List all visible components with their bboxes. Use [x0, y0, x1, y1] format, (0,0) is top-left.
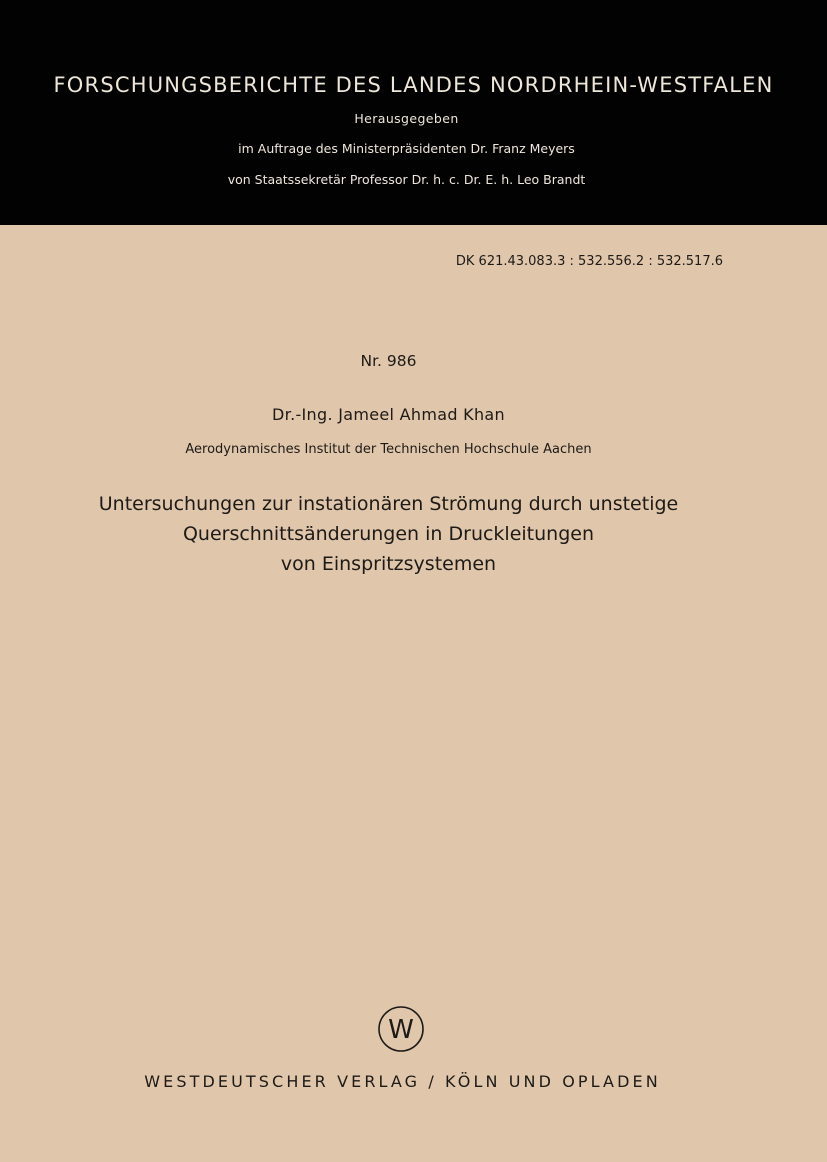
author-institute: Aerodynamisches Institut der Technischen Hochschule Aachen [185, 442, 592, 457]
classification-code: DK 621.43.083.3 : 532.556.2 : 532.517.6 [455, 254, 723, 269]
editor-line-1: Herausgegeben [354, 111, 459, 126]
title-line-2: Querschnittsänderungen in Druckleitungen [182, 523, 595, 545]
series-title: FORSCHUNGSBERICHTE DES LANDES NORDRHEIN-WESTFALEN [53, 73, 774, 97]
publisher-imprint: WESTDEUTSCHER VERLAG / KÖLN UND OPLADEN [144, 1072, 661, 1091]
book-title [0, 489, 777, 579]
report-number: Nr. 986 [360, 352, 417, 370]
author-name: Dr.-Ing. Jameel Ahmad Khan [272, 405, 505, 424]
title-line-3: von Einspritzsystemen [280, 553, 497, 575]
editor-line-3: von Staatssekretär Professor Dr. h. c. Dr. E. h. Leo Brandt [227, 172, 586, 187]
title-line-1: Untersuchungen zur instationären Strömung durch unstetige [98, 493, 679, 515]
series-header [0, 0, 827, 225]
logo-letter: W [388, 1015, 414, 1045]
editor-line-2: im Auftrage des Ministerpräsidenten Dr. Franz Meyers [238, 141, 575, 156]
publisher-logo-icon [377, 1005, 425, 1053]
